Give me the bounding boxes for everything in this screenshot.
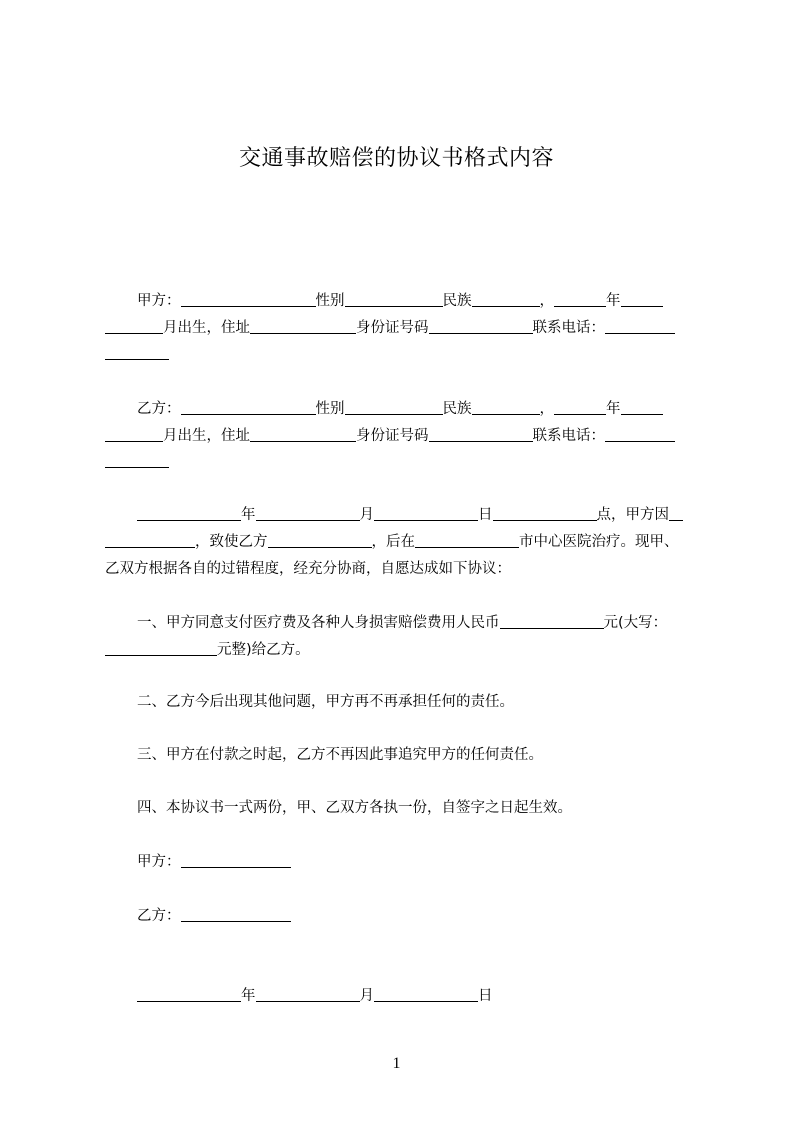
day-label: 日 xyxy=(478,988,493,1004)
party-a-month-blank-2[interactable] xyxy=(105,319,163,334)
date-year-blank[interactable] xyxy=(137,987,241,1002)
party-a-line-3 xyxy=(105,344,169,364)
amount-words-blank[interactable] xyxy=(105,641,217,656)
party-b-name-blank[interactable] xyxy=(181,400,316,415)
party-a-line-1 xyxy=(137,291,663,311)
year-label: 年 xyxy=(241,507,256,523)
party-b-phone-blank[interactable] xyxy=(605,427,675,442)
incident-line-3: 乙双方根据各自的过错程度，经充分协商，自愿达成如下协议： xyxy=(105,561,511,577)
clause-4: 四、本协议书一式两份，甲、乙双方各执一份，自签字之日起生效。 xyxy=(137,800,572,816)
ethnicity-label: 民族 xyxy=(442,401,472,417)
incident-line-1 xyxy=(137,505,683,525)
hospital-text: 市中心医院治疗。现甲、 xyxy=(519,534,679,550)
amount-blank[interactable] xyxy=(500,614,604,629)
party-a-name-blank[interactable] xyxy=(181,292,316,307)
year-label: 年 xyxy=(606,293,621,309)
party-b-month-blank[interactable] xyxy=(621,400,663,415)
party-a-id-blank[interactable] xyxy=(429,319,533,334)
phone-label: 联系电话： xyxy=(532,428,605,444)
signature-b-label: 乙方： xyxy=(137,908,181,924)
party-a-ethnicity-blank[interactable] xyxy=(472,292,540,307)
incident-hour-blank[interactable] xyxy=(493,506,597,521)
party-b-phone-blank-2[interactable] xyxy=(105,453,169,468)
comma: ， xyxy=(539,401,554,417)
gender-label: 性别 xyxy=(315,293,345,309)
signature-a xyxy=(137,852,291,872)
party-a-line-2 xyxy=(105,318,675,338)
ethnicity-label: 民族 xyxy=(442,293,472,309)
after-text: ，后在 xyxy=(371,534,415,550)
party-a-year-blank[interactable] xyxy=(554,292,606,307)
born-address-label: 月出生，住址 xyxy=(163,320,250,336)
clause-1-text: 一、甲方同意支付医疗费及各种人身损害赔偿费用人民币 xyxy=(137,615,500,631)
party-b-ethnicity-blank[interactable] xyxy=(472,400,540,415)
party-b-year-blank[interactable] xyxy=(554,400,606,415)
incident-line-2 xyxy=(105,532,679,552)
year-label: 年 xyxy=(606,401,621,417)
born-address-label: 月出生，住址 xyxy=(163,428,250,444)
party-b-label: 乙方： xyxy=(137,401,181,417)
date-day-blank[interactable] xyxy=(374,987,478,1002)
party-b-line-3 xyxy=(105,452,169,472)
party-b-gender-blank[interactable] xyxy=(345,400,443,415)
incident-month-blank[interactable] xyxy=(256,506,360,521)
signing-date xyxy=(137,986,493,1006)
clause-2: 二、乙方今后出现其他问题，甲方再不再承担任何的责任。 xyxy=(137,694,514,710)
cause-text: ，致使乙方 xyxy=(195,534,268,550)
party-a-label: 甲方： xyxy=(137,293,181,309)
clause-3: 三、甲方在付款之时起，乙方不再因此事追究甲方的任何责任。 xyxy=(137,747,543,763)
party-a-gender-blank[interactable] xyxy=(345,292,443,307)
party-b-line-2 xyxy=(105,426,675,446)
id-number-label: 身份证号码 xyxy=(356,428,429,444)
gender-label: 性别 xyxy=(315,401,345,417)
hour-text: 点，甲方因 xyxy=(596,507,669,523)
incident-year-blank[interactable] xyxy=(137,506,241,521)
id-number-label: 身份证号码 xyxy=(356,320,429,336)
party-a-address-blank[interactable] xyxy=(250,319,356,334)
phone-label: 联系电话： xyxy=(532,320,605,336)
month-label: 月 xyxy=(359,988,374,1004)
party-b-address-blank[interactable] xyxy=(250,427,356,442)
year-label: 年 xyxy=(241,988,256,1004)
party-a-phone-blank[interactable] xyxy=(605,319,675,334)
clause-1-line-2 xyxy=(105,640,310,660)
incident-city-blank[interactable] xyxy=(415,533,519,548)
document-title: 交通事故赔偿的协议书格式内容 xyxy=(238,146,554,171)
party-b-id-blank[interactable] xyxy=(429,427,533,442)
yuan-label: 元(大写： xyxy=(603,615,668,631)
signature-b xyxy=(137,906,291,926)
incident-injury-blank[interactable] xyxy=(268,533,372,548)
signature-a-blank[interactable] xyxy=(181,853,291,868)
day-label: 日 xyxy=(478,507,493,523)
clause-1-line-1 xyxy=(137,613,667,633)
page-number: 1 xyxy=(392,1055,401,1072)
comma: ， xyxy=(539,293,554,309)
date-month-blank[interactable] xyxy=(256,987,360,1002)
incident-cause-blank[interactable] xyxy=(669,506,683,521)
incident-day-blank[interactable] xyxy=(374,506,478,521)
month-label: 月 xyxy=(359,507,374,523)
party-a-phone-blank-2[interactable] xyxy=(105,345,169,360)
incident-cause-blank-2[interactable] xyxy=(105,533,195,548)
clause-1-end: 元整)给乙方。 xyxy=(217,642,310,658)
party-b-month-blank-2[interactable] xyxy=(105,427,163,442)
party-a-month-blank[interactable] xyxy=(621,292,663,307)
signature-b-blank[interactable] xyxy=(181,907,291,922)
party-b-line-1 xyxy=(137,399,663,419)
signature-a-label: 甲方： xyxy=(137,854,181,870)
